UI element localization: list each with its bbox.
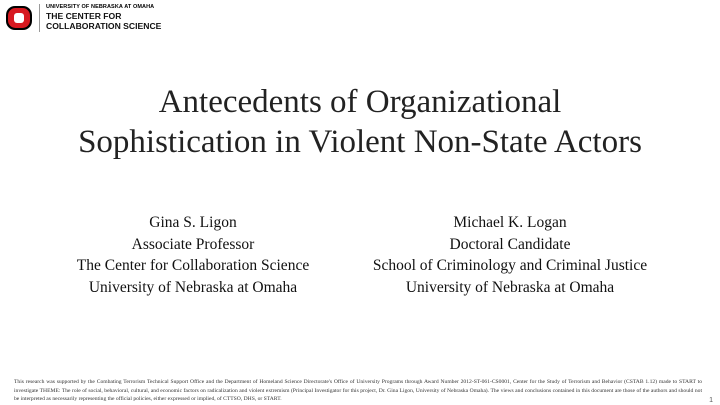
author-institution: University of Nebraska at Omaha (88, 278, 298, 296)
author-name: Michael K. Logan (453, 214, 567, 231)
page-number: 1 (709, 397, 713, 404)
author-name: Gina S. Ligon (149, 214, 237, 231)
author-block-ligon (52, 212, 334, 298)
title-line-2: Sophistication in Violent Non-State Actors (78, 124, 642, 160)
author-affiliation: School of Criminology and Criminal Justice (372, 257, 648, 274)
slide-title (0, 82, 720, 162)
author-affiliation: The Center for Collaboration Science (76, 257, 310, 274)
author-block-logan (352, 212, 668, 298)
unomaha-o-icon (4, 3, 34, 33)
author-institution: University of Nebraska at Omaha (405, 278, 615, 296)
funding-footnote: This research was supported by the Combating Terrorism Technical Support Office and the Department of Homeland Science Directorate's Office of University Programs through Award Number 2012-ST-061-CS0001, Center for the Study of Terrorism and Behavior (CSTAB 1.12) made to START to investigate THEME: The role of social, behavioral, cultural, and economic factors on radicalization and violent extremism (Principal Investigator for this project, Dr. Gina Ligon, University of Nebraska Omaha). The views and conclusions contained in this document are those of the authors and should not be interpreted as necessarily representing the official policies, either expressed or implied, of CTTSO, DHS, or START. (14, 379, 702, 402)
header-logo (4, 3, 161, 33)
logo-name-line-2: COLLABORATION SCIENCE (46, 20, 162, 31)
logo-university-line: UNIVERSITY OF NEBRASKA AT OMAHA (46, 3, 155, 10)
logo-name-line-1: THE CENTER FOR (46, 11, 122, 22)
title-line-1: Antecedents of Organizational (158, 84, 562, 120)
logo-divider (39, 4, 40, 32)
author-role: Associate Professor (131, 235, 255, 253)
author-role: Doctoral Candidate (449, 235, 571, 253)
logo-text (46, 5, 161, 32)
